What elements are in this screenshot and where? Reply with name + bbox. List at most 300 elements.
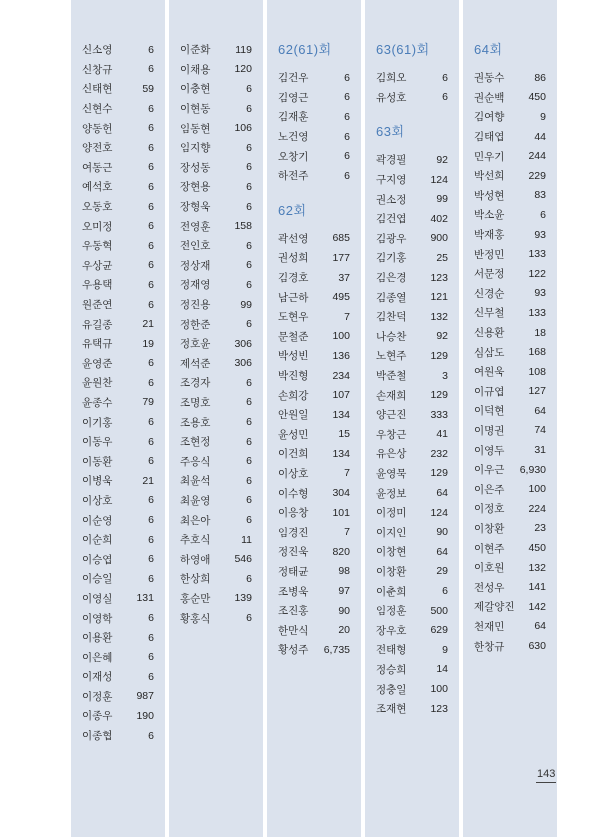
donor-name: 민우기 (474, 150, 505, 163)
donor-amount: 630 (528, 640, 546, 653)
donor-row (71, 138, 165, 158)
donor-name: 박진형 (278, 370, 309, 383)
donor-amount: 101 (332, 506, 350, 519)
donor-row (463, 636, 557, 656)
donor-row (267, 146, 361, 166)
donor-name: 이호원 (474, 562, 505, 575)
donor-name: 이영실 (82, 592, 113, 605)
donor-name: 박성빈 (278, 350, 309, 363)
donor-row (365, 601, 459, 621)
donor-row (71, 687, 165, 707)
donor-name: 전영훈 (180, 220, 211, 233)
donor-name: 이은혜 (82, 651, 113, 664)
donor-row (169, 295, 263, 315)
donor-amount: 18 (534, 326, 546, 339)
donor-row (71, 412, 165, 432)
donor-name: 조병욱 (278, 585, 309, 598)
donor-row (463, 68, 557, 88)
donor-row (169, 314, 263, 334)
donor-row (267, 522, 361, 542)
donor-row (169, 471, 263, 491)
donor-name: 이종협 (82, 730, 113, 743)
donor-name: 윤영묵 (376, 467, 407, 480)
donor-row (365, 444, 459, 464)
donor-amount: 99 (240, 298, 252, 311)
donor-name: 반정민 (474, 248, 505, 261)
donor-row (463, 440, 557, 460)
donor-amount: 6 (148, 259, 154, 272)
donor-row (71, 118, 165, 138)
donor-row (267, 464, 361, 484)
donor-amount: 100 (430, 683, 448, 696)
donor-amount: 100 (332, 330, 350, 343)
donor-row (365, 699, 459, 719)
donor-row (267, 248, 361, 268)
donor-name: 최은아 (180, 514, 211, 527)
donor-amount: 6 (246, 435, 252, 448)
donor-amount: 21 (142, 474, 154, 487)
donor-amount: 6 (246, 82, 252, 95)
donor-name: 이용환 (82, 632, 113, 645)
donor-name: 이병욱 (82, 475, 113, 488)
donor-amount: 6 (442, 585, 448, 598)
donor-row (169, 236, 263, 256)
donor-name: 이건희 (278, 448, 309, 461)
donor-amount: 133 (528, 248, 546, 261)
donor-name: 노현주 (376, 350, 407, 363)
donor-amount: 74 (534, 424, 546, 437)
donor-amount: 244 (528, 150, 546, 163)
donor-amount: 6 (148, 239, 154, 252)
donor-row (71, 158, 165, 178)
donor-row (463, 421, 557, 441)
donor-amount: 546 (234, 553, 252, 566)
donor-amount: 64 (534, 404, 546, 417)
donor-name: 예석호 (82, 181, 113, 194)
donor-name: 김광우 (376, 232, 407, 245)
donor-name: 여동근 (82, 161, 113, 174)
donor-name: 신소영 (82, 44, 113, 57)
donor-row (71, 40, 165, 60)
donor-name: 김종열 (376, 291, 407, 304)
donor-name: 노건영 (278, 131, 309, 144)
donor-row (267, 562, 361, 582)
donor-row (71, 256, 165, 276)
donor-amount: 6 (246, 376, 252, 389)
donor-name: 제갈양진 (474, 601, 515, 614)
donor-name: 원준연 (82, 299, 113, 312)
donor-amount: 333 (430, 408, 448, 421)
donor-row (71, 79, 165, 99)
donor-row (71, 706, 165, 726)
donor-name: 이창환 (376, 565, 407, 578)
donor-row (267, 107, 361, 127)
donor-amount: 133 (528, 306, 546, 319)
donor-amount: 6 (344, 130, 350, 143)
donor-amount: 6 (246, 396, 252, 409)
donor-amount: 6 (148, 416, 154, 429)
donor-name: 김은경 (376, 272, 407, 285)
donor-name: 정태균 (278, 565, 309, 578)
donor-row (71, 549, 165, 569)
donor-name: 이승일 (82, 573, 113, 586)
donor-name: 양동헌 (82, 122, 113, 135)
donor-row (267, 268, 361, 288)
donor-name: 양전호 (82, 142, 113, 155)
donor-row (71, 726, 165, 746)
donor-amount: 141 (528, 581, 546, 594)
section-header: 62(61)회 (278, 42, 332, 57)
donor-amount: 25 (436, 251, 448, 264)
donor-name: 심삼도 (474, 346, 505, 359)
donor-amount: 64 (534, 620, 546, 633)
donor-amount: 122 (528, 267, 546, 280)
donor-name: 박준철 (376, 370, 407, 383)
donor-row (267, 229, 361, 249)
donor-amount: 129 (430, 467, 448, 480)
donor-row (463, 382, 557, 402)
donor-name: 하전주 (278, 170, 309, 183)
donor-name: 박소윤 (474, 209, 505, 222)
donor-name: 정진용 (180, 299, 211, 312)
donor-amount: 11 (241, 533, 252, 546)
donor-row (365, 307, 459, 327)
donor-name: 이순희 (82, 534, 113, 547)
donor-amount: 20 (338, 624, 350, 637)
donor-row (267, 425, 361, 445)
donor-amount: 900 (430, 232, 448, 245)
donor-amount: 6 (148, 631, 154, 644)
donor-name: 이은주 (474, 483, 505, 496)
donor-row (463, 205, 557, 225)
donor-row (169, 569, 263, 589)
donor-amount: 402 (430, 212, 448, 225)
donor-amount: 92 (436, 153, 448, 166)
donor-row (169, 510, 263, 530)
donor-amount: 229 (528, 169, 546, 182)
donor-row (169, 158, 263, 178)
donor-row (169, 608, 263, 628)
donor-name: 문철준 (278, 330, 309, 343)
donor-name: 신현수 (82, 103, 113, 116)
donor-name: 황홍식 (180, 612, 211, 625)
donor-name: 김기홍 (376, 252, 407, 265)
donor-column-2 (169, 0, 263, 837)
donor-name: 황성주 (278, 644, 309, 657)
donor-row (169, 432, 263, 452)
donor-name: 정한준 (180, 318, 211, 331)
donor-name: 오동호 (82, 201, 113, 214)
donor-row (365, 346, 459, 366)
donor-amount: 6 (246, 102, 252, 115)
donor-row (169, 354, 263, 374)
donor-row (365, 385, 459, 405)
donor-row (365, 327, 459, 347)
donor-name: 김경호 (278, 272, 309, 285)
donor-amount: 129 (430, 389, 448, 402)
donor-amount: 6 (344, 150, 350, 163)
donor-amount: 129 (430, 349, 448, 362)
donor-name: 이재성 (82, 671, 113, 684)
donor-amount: 6 (148, 533, 154, 546)
donor-name: 정충일 (376, 683, 407, 696)
donor-row (267, 640, 361, 660)
donor-name: 김건엽 (376, 213, 407, 226)
donor-name: 김찬덕 (376, 311, 407, 324)
donor-amount: 79 (142, 396, 154, 409)
donor-row (365, 483, 459, 503)
donor-amount: 107 (332, 389, 350, 402)
donor-name: 천재민 (474, 620, 505, 633)
donor-row (463, 519, 557, 539)
donor-name: 양근진 (376, 409, 407, 422)
donor-row (71, 569, 165, 589)
donor-row (169, 589, 263, 609)
donor-amount: 6 (246, 514, 252, 527)
donor-name: 이채용 (180, 63, 211, 76)
donor-column-3 (267, 0, 361, 837)
donor-amount: 6 (148, 670, 154, 683)
donor-name: 신태현 (82, 83, 113, 96)
donor-amount: 6 (246, 572, 252, 585)
donor-name: 이우근 (474, 464, 505, 477)
donor-amount: 6 (148, 612, 154, 625)
donor-name: 이순영 (82, 514, 113, 527)
donor-name: 권성희 (278, 252, 309, 265)
donor-row (365, 464, 459, 484)
donor-row (365, 660, 459, 680)
donor-column-1 (71, 0, 165, 837)
donor-row (169, 373, 263, 393)
donor-row (71, 608, 165, 628)
donor-row (169, 118, 263, 138)
donor-name: 이정훈 (82, 690, 113, 703)
donor-amount: 6,930 (519, 463, 546, 476)
donor-name: 조명호 (180, 396, 211, 409)
donor-row (267, 503, 361, 523)
donor-name: 한상희 (180, 573, 211, 586)
donor-name: 임정훈 (376, 605, 407, 618)
donor-row (169, 79, 263, 99)
donor-row (365, 522, 459, 542)
donor-name: 정재영 (180, 279, 211, 292)
donor-amount: 99 (436, 193, 448, 206)
donor-name: 오미정 (82, 220, 113, 233)
donor-amount: 6 (540, 208, 546, 221)
donor-row (267, 127, 361, 147)
donor-name: 이덕현 (474, 405, 505, 418)
donor-name: 오창기 (278, 150, 309, 163)
donor-row (463, 362, 557, 382)
donor-amount: 6 (148, 572, 154, 585)
donor-name: 김영근 (278, 91, 309, 104)
donor-name: 유길종 (82, 318, 113, 331)
donor-name: 이수형 (278, 487, 309, 500)
donor-amount: 232 (430, 447, 448, 460)
donor-name: 윤원찬 (82, 377, 113, 390)
donor-row (267, 346, 361, 366)
donor-amount: 6 (246, 455, 252, 468)
donor-row (169, 60, 263, 80)
donor-name: 신경순 (474, 287, 505, 300)
donor-row (267, 542, 361, 562)
donor-row (267, 88, 361, 108)
donor-row (463, 617, 557, 637)
donor-amount: 124 (430, 173, 448, 186)
donor-row (463, 323, 557, 343)
donor-row (365, 150, 459, 170)
donor-amount: 31 (534, 444, 546, 457)
donor-amount: 98 (338, 565, 350, 578)
donor-name: 장우호 (376, 624, 407, 637)
donor-row (365, 268, 459, 288)
donor-row (463, 244, 557, 264)
donor-amount: 6 (246, 200, 252, 213)
donor-amount: 131 (136, 592, 154, 605)
donor-amount: 6 (344, 110, 350, 123)
section-header: 63회 (376, 124, 405, 140)
donor-amount: 6 (344, 71, 350, 84)
donor-name: 장현용 (180, 181, 211, 194)
donor-amount: 6 (148, 494, 154, 507)
donor-row (463, 303, 557, 323)
donor-amount: 93 (534, 287, 546, 300)
donor-name: 신창규 (82, 63, 113, 76)
donor-row (169, 393, 263, 413)
donor-name: 장형욱 (180, 201, 211, 214)
donor-row (463, 225, 557, 245)
donor-amount: 6 (148, 63, 154, 76)
donor-amount: 97 (338, 585, 350, 598)
donor-name: 권동수 (474, 72, 505, 85)
donor-amount: 6 (246, 141, 252, 154)
donor-row (365, 170, 459, 190)
donor-row (267, 307, 361, 327)
donor-name: 박성현 (474, 189, 505, 202)
donor-column-4 (365, 0, 459, 837)
donor-row (267, 385, 361, 405)
section-header: 63(61)회 (376, 42, 430, 57)
donor-name: 주응식 (180, 455, 211, 468)
donor-amount: 6 (246, 612, 252, 625)
donor-name: 이동우 (82, 436, 113, 449)
donor-row (71, 510, 165, 530)
donor-row (463, 342, 557, 362)
donor-name: 김태엽 (474, 131, 505, 144)
donor-row (71, 628, 165, 648)
donor-amount: 6 (148, 220, 154, 233)
donor-amount: 6 (246, 416, 252, 429)
donor-row (365, 620, 459, 640)
donor-row (463, 186, 557, 206)
donor-amount: 306 (234, 357, 252, 370)
donor-amount: 234 (332, 369, 350, 382)
donor-name: 정상재 (180, 259, 211, 272)
donor-amount: 9 (442, 643, 448, 656)
donor-row (71, 197, 165, 217)
donor-amount: 64 (436, 487, 448, 500)
donor-amount: 685 (332, 232, 350, 245)
donor-name: 이응창 (278, 507, 309, 520)
donor-row (71, 60, 165, 80)
donor-name: 이현동 (180, 103, 211, 116)
donor-name: 이준화 (180, 44, 211, 57)
donor-amount: 6 (148, 200, 154, 213)
donor-name: 남근하 (278, 291, 309, 304)
donor-amount: 306 (234, 337, 252, 350)
donor-name: 홍순만 (180, 592, 211, 605)
section-header: 64회 (474, 42, 503, 57)
donor-amount: 15 (338, 428, 350, 441)
donor-amount: 6 (246, 278, 252, 291)
donor-name: 이승엽 (82, 553, 113, 566)
donor-name: 손희강 (278, 389, 309, 402)
donor-row (365, 366, 459, 386)
donor-name: 나승찬 (376, 330, 407, 343)
donor-amount: 6 (148, 651, 154, 664)
donor-amount: 6,735 (323, 643, 350, 656)
donor-row (267, 483, 361, 503)
donor-row (71, 314, 165, 334)
page-number (536, 768, 556, 783)
donor-name: 여원욱 (474, 366, 505, 379)
donor-name: 한만식 (278, 624, 309, 637)
donor-amount: 6 (246, 259, 252, 272)
donor-amount: 7 (344, 467, 350, 480)
donor-name: 도현우 (278, 311, 309, 324)
donor-name: 이정호 (474, 503, 505, 516)
donor-row (463, 538, 557, 558)
donor-row (71, 373, 165, 393)
donor-name: 유은상 (376, 448, 407, 461)
donor-amount: 100 (528, 483, 546, 496)
donor-row (71, 667, 165, 687)
donor-name: 하영애 (180, 553, 211, 566)
donor-name: 윤영준 (82, 357, 113, 370)
donor-name: 정호윤 (180, 338, 211, 351)
donor-amount: 139 (234, 592, 252, 605)
donor-name: 전태형 (376, 644, 407, 657)
donor-amount: 19 (142, 337, 154, 350)
donor-name: 정진욱 (278, 546, 309, 559)
donor-amount: 64 (436, 545, 448, 558)
donor-row (463, 577, 557, 597)
donor-row (71, 451, 165, 471)
donor-name: 박선희 (474, 170, 505, 183)
donor-name: 서문정 (474, 268, 505, 281)
donor-name: 조용호 (180, 416, 211, 429)
donor-row (463, 264, 557, 284)
donor-amount: 6 (148, 514, 154, 527)
donor-amount: 86 (534, 71, 546, 84)
donor-amount: 6 (148, 435, 154, 448)
donor-name: 손재희 (376, 389, 407, 402)
donor-row (71, 393, 165, 413)
donor-name: 조재현 (376, 703, 407, 716)
donor-row (71, 295, 165, 315)
donor-amount: 6 (148, 553, 154, 566)
donor-name: 이동환 (82, 455, 113, 468)
donor-row (365, 581, 459, 601)
donor-name: 신용환 (474, 327, 505, 340)
donor-amount: 6 (344, 91, 350, 104)
donor-amount: 6 (246, 318, 252, 331)
donor-row (267, 444, 361, 464)
donor-amount: 6 (148, 455, 154, 468)
donor-name: 이규엽 (474, 385, 505, 398)
donor-row (365, 425, 459, 445)
donor-name: 이춘희 (376, 585, 407, 598)
